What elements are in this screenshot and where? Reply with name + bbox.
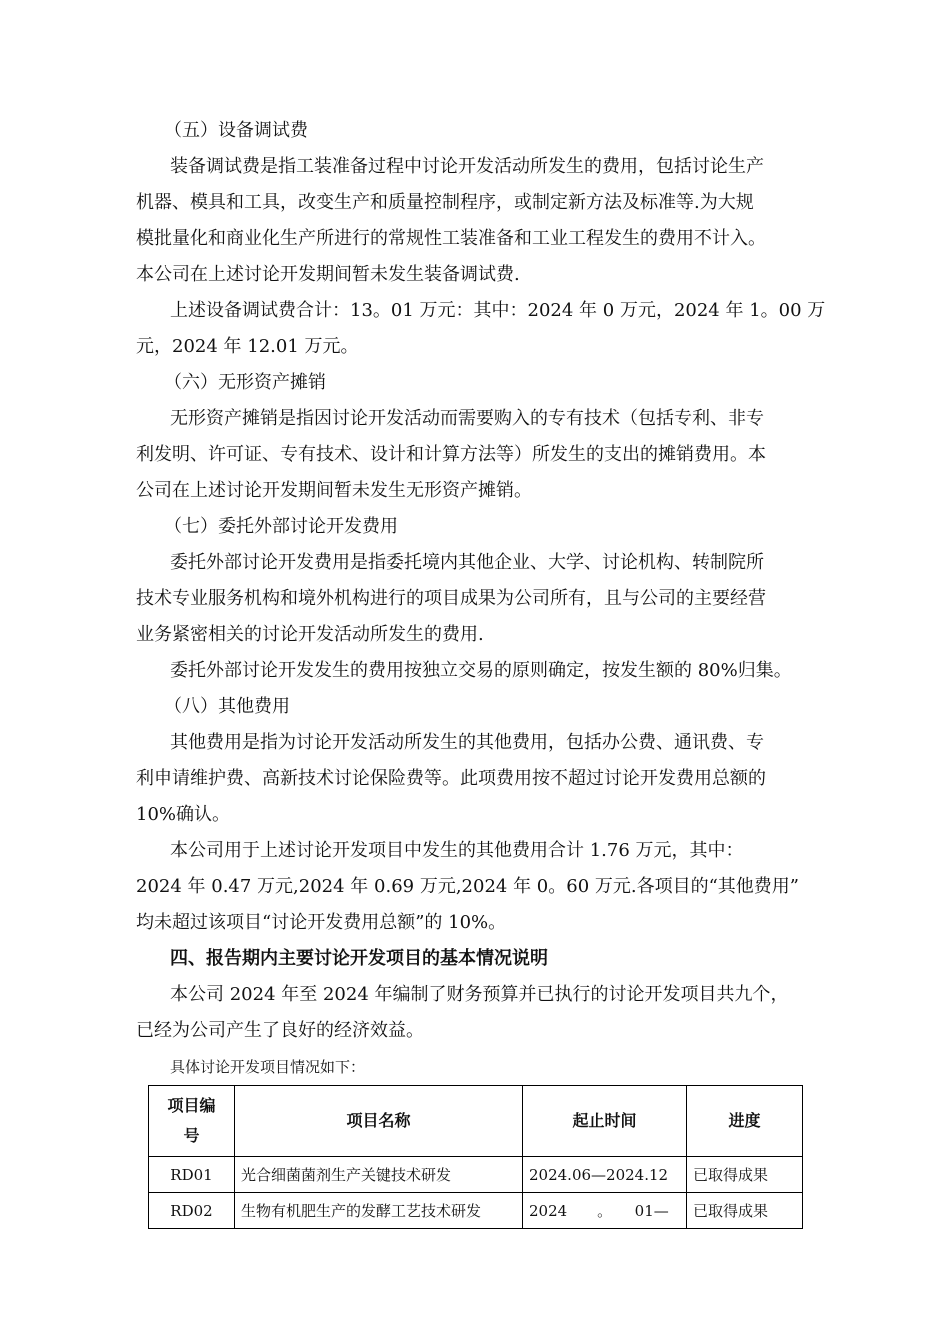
paragraph-line: 模批量化和商业化生产所进行的常规性工装准备和工业工程发生的费用不计入。 <box>136 228 766 249</box>
paragraph-line: 均未超过该项目“讨论开发费用总额”的 10%。 <box>136 912 507 933</box>
paragraph-line: 本公司在上述讨论开发期间暂未发生装备调试费. <box>136 264 520 285</box>
cell-project-id: RD01 <box>149 1157 235 1193</box>
paragraph-line: 技术专业服务机构和境外机构进行的项目成果为公司所有，且与公司的主要经营 <box>136 588 766 609</box>
table-row <box>149 1157 803 1193</box>
cell-period: 2024.06—2024.12 <box>523 1157 687 1193</box>
paragraph-line: 委托外部讨论开发费用是指委托境内其他企业、大学、讨论机构、转制院所 <box>170 552 764 573</box>
paragraph-line: 机器、模具和工具，改变生产和质量控制程序，或制定新方法及标准等.为大规 <box>136 192 754 213</box>
header-progress: 进度 <box>687 1086 803 1157</box>
paragraph-line: 利发明、许可证、专有技术、设计和计算方法等）所发生的支出的摊销费用。本 <box>136 444 766 465</box>
cell-project-name: 光合细菌菌剂生产关键技术研发 <box>235 1157 523 1193</box>
paragraph-line: 本公司 2024 年至 2024 年编制了财务预算并已执行的讨论开发项目共九个， <box>170 984 789 1005</box>
paragraph-line: 装备调试费是指工装准备过程中讨论开发活动所发生的费用，包括讨论生产 <box>170 156 764 177</box>
cell-project-id: RD02 <box>149 1193 235 1229</box>
section-seven-title: （七）委托外部讨论开发费用 <box>164 516 398 537</box>
paragraph-line: 公司在上述讨论开发期间暂未发生无形资产摊销。 <box>136 480 532 501</box>
table-intro: 具体讨论开发项目情况如下： <box>170 1058 366 1076</box>
paragraph-line: 业务紧密相关的讨论开发活动所发生的费用. <box>136 624 484 645</box>
header-project-name: 项目名称 <box>235 1086 523 1157</box>
paragraph-line: 利申请维护费、高新技术讨论保险费等。此项费用按不超过讨论开发费用总额的 <box>136 768 766 789</box>
paragraph-line: 其他费用是指为讨论开发活动所发生的其他费用，包括办公费、通讯费、专 <box>170 732 764 753</box>
paragraph-line: 本公司用于上述讨论开发项目中发生的其他费用合计 1.76 万元，其中： <box>170 840 744 861</box>
table-header-row <box>149 1086 803 1157</box>
section-six-title: （六）无形资产摊销 <box>164 372 326 393</box>
paragraph-line: 2024 年 0.47 万元,2024 年 0.69 万元,2024 年 0。60 万元.各项目的“其他费用” <box>136 876 800 897</box>
section-eight-title: （八）其他费用 <box>164 696 290 717</box>
paragraph-line: 委托外部讨论开发发生的费用按独立交易的原则确定，按发生额的 80%归集。 <box>170 660 792 681</box>
table-row <box>149 1193 803 1229</box>
cell-period: 2024 。 01— <box>523 1193 687 1229</box>
section-four-title: 四、报告期内主要讨论开发项目的基本情况说明 <box>170 948 548 969</box>
header-project-id <box>149 1086 235 1157</box>
cell-status: 已取得成果 <box>687 1157 803 1193</box>
header-period: 起止时间 <box>523 1086 687 1157</box>
paragraph-line: 上述设备调试费合计：13。01 万元：其中：2024 年 0 万元，2024 年 1。00 万 <box>170 300 826 321</box>
project-table <box>148 1085 803 1229</box>
cell-project-name: 生物有机肥生产的发酵工艺技术研发 <box>235 1193 523 1229</box>
header-project-id-line2: 号 <box>183 1126 200 1145</box>
header-project-id-line1: 项目编 <box>167 1096 216 1115</box>
paragraph-line: 无形资产摊销是指因讨论开发活动而需要购入的专有技术（包括专利、非专 <box>170 408 764 429</box>
paragraph-line: 已经为公司产生了良好的经济效益。 <box>136 1020 424 1041</box>
paragraph-line: 10%确认。 <box>136 804 231 825</box>
paragraph-line: 元，2024 年 12.01 万元。 <box>136 336 359 357</box>
section-five-title: （五）设备调试费 <box>164 120 308 141</box>
cell-status: 已取得成果 <box>687 1193 803 1229</box>
